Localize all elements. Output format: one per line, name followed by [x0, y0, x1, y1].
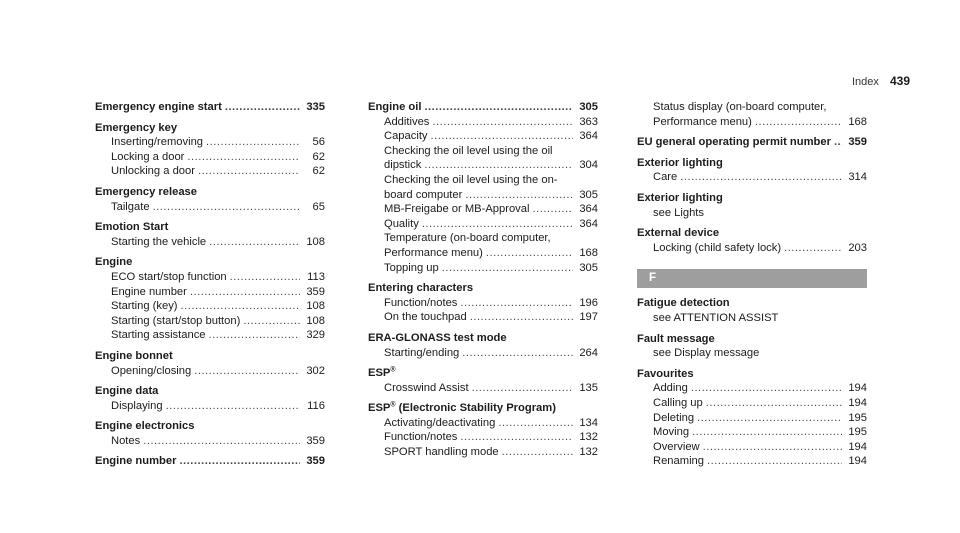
index-subentry[interactable] [368, 430, 598, 445]
page-reference: 132 [579, 431, 598, 444]
page-reference: 264 [579, 346, 598, 359]
page-reference: 305 [579, 261, 598, 274]
index-subentry[interactable] [368, 115, 598, 130]
index-term-text: External device [637, 227, 720, 240]
index-term-entry[interactable] [368, 100, 598, 115]
entry-text: Overview [653, 440, 700, 453]
entry-text: Tailgate [111, 200, 150, 213]
page-reference: 113 [307, 270, 325, 283]
entry-text: Unlocking a door [111, 165, 195, 178]
entry-text: ECO start/stop function [111, 270, 227, 283]
entry-text: Starting the vehicle [111, 235, 207, 248]
entry-text: Starting (start/stop button) [111, 314, 241, 327]
index-term-text: Exterior lighting [637, 156, 723, 169]
index-term-text: ERA-GLONASS test mode [368, 331, 507, 344]
index-subentry-text: see ATTENTION ASSIST [653, 311, 779, 324]
dot-leader [422, 217, 573, 232]
index-subentry[interactable] [368, 188, 598, 203]
index-column-2 [368, 100, 598, 460]
index-subentry[interactable] [95, 135, 325, 150]
entry-text: Additives [384, 115, 430, 128]
page-reference: 359 [306, 285, 325, 298]
page-reference: 359 [306, 434, 325, 447]
dot-leader [697, 411, 842, 426]
index-subentry[interactable] [95, 285, 325, 300]
index-term[interactable] [637, 332, 867, 347]
entry-text: Function/notes [384, 431, 458, 444]
index-column-3 [637, 100, 867, 469]
index-term-text: Favourites [637, 367, 694, 380]
index-term[interactable] [368, 401, 598, 416]
index-subentry[interactable] [368, 261, 598, 276]
index-subentry[interactable] [368, 310, 598, 325]
dot-leader [784, 241, 842, 256]
index-term-text: Engine data [95, 385, 159, 398]
page-reference: 132 [579, 446, 598, 459]
entry-text: Quality [384, 217, 419, 230]
index-subentry[interactable] [368, 416, 598, 431]
index-term[interactable] [637, 226, 867, 241]
index-subentry[interactable] [95, 200, 325, 215]
entry-text: Starting/ending [384, 346, 460, 359]
page-reference: 364 [579, 217, 598, 230]
index-subentry[interactable] [637, 454, 867, 469]
index-term[interactable] [368, 366, 598, 381]
entry-text: EU general operating permit number [637, 136, 831, 149]
entry-text: Deleting [653, 411, 695, 424]
index-term[interactable] [95, 349, 325, 364]
dot-leader [181, 299, 300, 314]
page-reference: 359 [306, 455, 325, 468]
page-reference: 195 [848, 411, 867, 424]
index-term[interactable] [95, 255, 325, 270]
entry-text: Renaming [653, 455, 704, 468]
entry-text: Engine number [111, 285, 187, 298]
page-reference: 116 [307, 399, 325, 412]
index-term-text: Engine [95, 256, 133, 269]
page-reference: 168 [579, 246, 598, 259]
index-subentry[interactable] [637, 241, 867, 256]
dot-leader [707, 454, 842, 469]
index-term[interactable] [95, 185, 325, 200]
dot-leader [680, 170, 842, 185]
index-subentry-text: Status display (on-board computer, [653, 101, 827, 113]
page-reference: 62 [312, 165, 325, 178]
dot-leader [243, 314, 300, 329]
dot-leader [465, 188, 573, 203]
index-subentry[interactable] [368, 246, 598, 261]
page-reference: 302 [306, 364, 325, 377]
index-term-text-rest: (Electronic Stability Program) [395, 402, 556, 415]
page-reference: 203 [848, 241, 867, 254]
index-term[interactable] [637, 367, 867, 382]
index-subentry[interactable] [95, 164, 325, 179]
index-term[interactable] [95, 384, 325, 399]
index-subentry[interactable] [368, 445, 598, 460]
page-reference: 194 [848, 455, 867, 468]
index-term[interactable] [368, 281, 598, 296]
dot-leader [190, 285, 300, 300]
index-subentry-text: Checking the oil level using the oil [384, 144, 553, 157]
dot-leader [198, 164, 300, 179]
dot-leader [472, 381, 573, 396]
dot-leader [460, 430, 573, 445]
entry-text: dipstick [384, 159, 422, 172]
index-subentry[interactable] [368, 158, 598, 173]
entry-text: Notes [111, 434, 141, 447]
page-header [852, 74, 910, 88]
page-reference: 364 [579, 203, 598, 216]
page-reference: 305 [579, 101, 598, 113]
index-term[interactable] [637, 191, 867, 206]
dot-leader [432, 115, 573, 130]
entry-text: Performance menu) [653, 115, 752, 128]
page-reference: 304 [579, 159, 598, 172]
entry-text: SPORT handling mode [384, 446, 499, 459]
dot-leader [470, 310, 573, 325]
page-reference: 359 [848, 136, 867, 149]
index-term[interactable] [95, 419, 325, 434]
index-subentry[interactable] [637, 170, 867, 185]
dot-leader [143, 434, 300, 449]
index-subentry[interactable] [95, 314, 325, 329]
index-subentry[interactable] [95, 328, 325, 343]
index-term-text: Engine bonnet [95, 349, 173, 362]
entry-text: Crosswind Assist [384, 381, 469, 394]
dot-leader [153, 200, 300, 215]
dot-leader [206, 135, 300, 150]
dot-leader [691, 381, 842, 396]
index-subentry[interactable] [637, 381, 867, 396]
index-term-text: Fault message [637, 332, 715, 345]
page-reference: 196 [579, 296, 598, 309]
entry-text: Care [653, 171, 678, 184]
dot-leader [209, 328, 300, 343]
page-reference: 56 [312, 136, 325, 149]
index-term-entry[interactable] [95, 454, 325, 469]
dot-leader [498, 416, 573, 431]
dot-leader [692, 425, 842, 440]
dot-leader [209, 235, 300, 250]
index-label: Index [851, 76, 879, 88]
index-subentry-text: Checking the oil level using the on- [384, 173, 558, 186]
index-term-text: Exterior lighting [637, 191, 723, 204]
page-reference: 108 [306, 314, 325, 327]
index-term[interactable] [368, 331, 598, 346]
page-reference: 168 [848, 115, 867, 128]
index-subentry[interactable] [95, 270, 325, 285]
page-reference: 65 [312, 200, 325, 213]
index-term[interactable] [637, 156, 867, 171]
index-column-1 [95, 100, 325, 469]
entry-text: Starting assistance [111, 329, 206, 342]
entry-text: Capacity [384, 130, 428, 143]
dot-leader [703, 440, 842, 455]
page-reference: 62 [312, 150, 325, 163]
dot-leader [194, 364, 300, 379]
entry-text: Function/notes [384, 296, 458, 309]
dot-leader [533, 202, 574, 217]
index-subentry[interactable] [368, 296, 598, 311]
page-reference: 364 [579, 130, 598, 143]
dot-leader [187, 150, 300, 165]
index-term-text: Emergency key [95, 121, 178, 134]
index-subentry[interactable] [637, 396, 867, 411]
dot-leader [706, 396, 842, 411]
index-subentry[interactable] [95, 364, 325, 379]
entry-text: Engine number [95, 455, 177, 468]
index-subentry[interactable] [95, 235, 325, 250]
page-reference: 194 [848, 440, 867, 453]
entry-text: Inserting/removing [111, 136, 204, 149]
dot-leader [166, 399, 300, 414]
page-reference: 314 [848, 171, 867, 184]
page-reference: 134 [579, 416, 598, 429]
page-reference: 108 [306, 300, 325, 313]
dot-leader [424, 100, 573, 115]
entry-text: Opening/closing [111, 364, 192, 377]
index-term[interactable] [95, 121, 325, 136]
index-subentry[interactable] [368, 346, 598, 361]
entry-text: Starting (key) [111, 300, 178, 313]
dot-leader [486, 246, 573, 261]
dot-leader [230, 270, 300, 285]
index-subentry-text: see Lights [653, 206, 704, 219]
entry-text: Activating/deactivating [384, 416, 496, 429]
page-reference: 135 [579, 381, 598, 394]
dot-leader [179, 454, 300, 469]
page-reference: 194 [848, 396, 867, 409]
page-reference: 194 [848, 382, 867, 395]
dot-leader [424, 158, 573, 173]
dot-leader [442, 261, 573, 276]
index-subentry[interactable] [368, 217, 598, 232]
page-reference: 329 [306, 329, 325, 342]
dot-leader [225, 100, 300, 115]
dot-leader [502, 445, 573, 460]
index-subentry[interactable] [95, 399, 325, 414]
entry-text: On the touchpad [384, 311, 467, 324]
entry-text: Moving [653, 426, 690, 439]
index-subentry-text: Temperature (on-board computer, [384, 232, 551, 245]
index-term-text: ESP [368, 367, 391, 380]
page-reference: 108 [306, 235, 325, 248]
page-reference: 197 [579, 311, 598, 324]
page-reference: 335 [306, 101, 325, 113]
registered-mark: ® [390, 366, 396, 374]
index-term-text: Engine electronics [95, 420, 195, 433]
index-term[interactable] [95, 220, 325, 235]
dot-leader [460, 296, 573, 311]
index-subentry[interactable] [95, 150, 325, 165]
index-subentry[interactable] [637, 440, 867, 455]
entry-text: MB-Freigabe or MB-Approval [384, 203, 530, 216]
index-term-text: Emotion Start [95, 221, 169, 234]
entry-text: Engine oil [368, 101, 422, 113]
dot-leader [462, 346, 573, 361]
entry-text: Topping up [384, 261, 439, 274]
index-subentry[interactable] [368, 129, 598, 144]
index-term-text: Entering characters [368, 282, 474, 295]
page-reference: 305 [579, 188, 598, 201]
entry-text: Locking a door [111, 150, 185, 163]
entry-text: board computer [384, 188, 463, 201]
index-term-entry[interactable] [95, 100, 325, 115]
index-term-text: Fatigue detection [637, 297, 730, 310]
index-subentry[interactable] [637, 411, 867, 426]
index-subentry[interactable] [368, 202, 598, 217]
index-subentry[interactable] [95, 299, 325, 314]
registered-mark: ® [390, 401, 396, 409]
index-term-text: ESP [368, 402, 391, 415]
section-letter: F [637, 269, 867, 288]
index-term-entry[interactable] [637, 135, 867, 150]
index-subentry-text: see Display message [653, 347, 760, 360]
index-subentry[interactable] [637, 115, 867, 130]
dot-leader [834, 135, 842, 150]
index-subentry[interactable] [637, 425, 867, 440]
page-reference: 363 [579, 115, 598, 128]
entry-text: Calling up [653, 396, 703, 409]
dot-leader [755, 115, 842, 130]
entry-text: Emergency engine start [95, 101, 222, 113]
index-subentry[interactable] [368, 381, 598, 396]
page-reference: 195 [848, 426, 867, 439]
index-term[interactable] [637, 296, 867, 311]
entry-text: Adding [653, 382, 688, 395]
entry-text: Displaying [111, 399, 163, 412]
dot-leader [431, 129, 573, 144]
entry-text: Locking (child safety lock) [653, 241, 782, 254]
index-term-text: Emergency release [95, 185, 197, 198]
page-number: 439 [889, 74, 910, 88]
index-subentry[interactable] [95, 434, 325, 449]
entry-text: Performance menu) [384, 246, 483, 259]
